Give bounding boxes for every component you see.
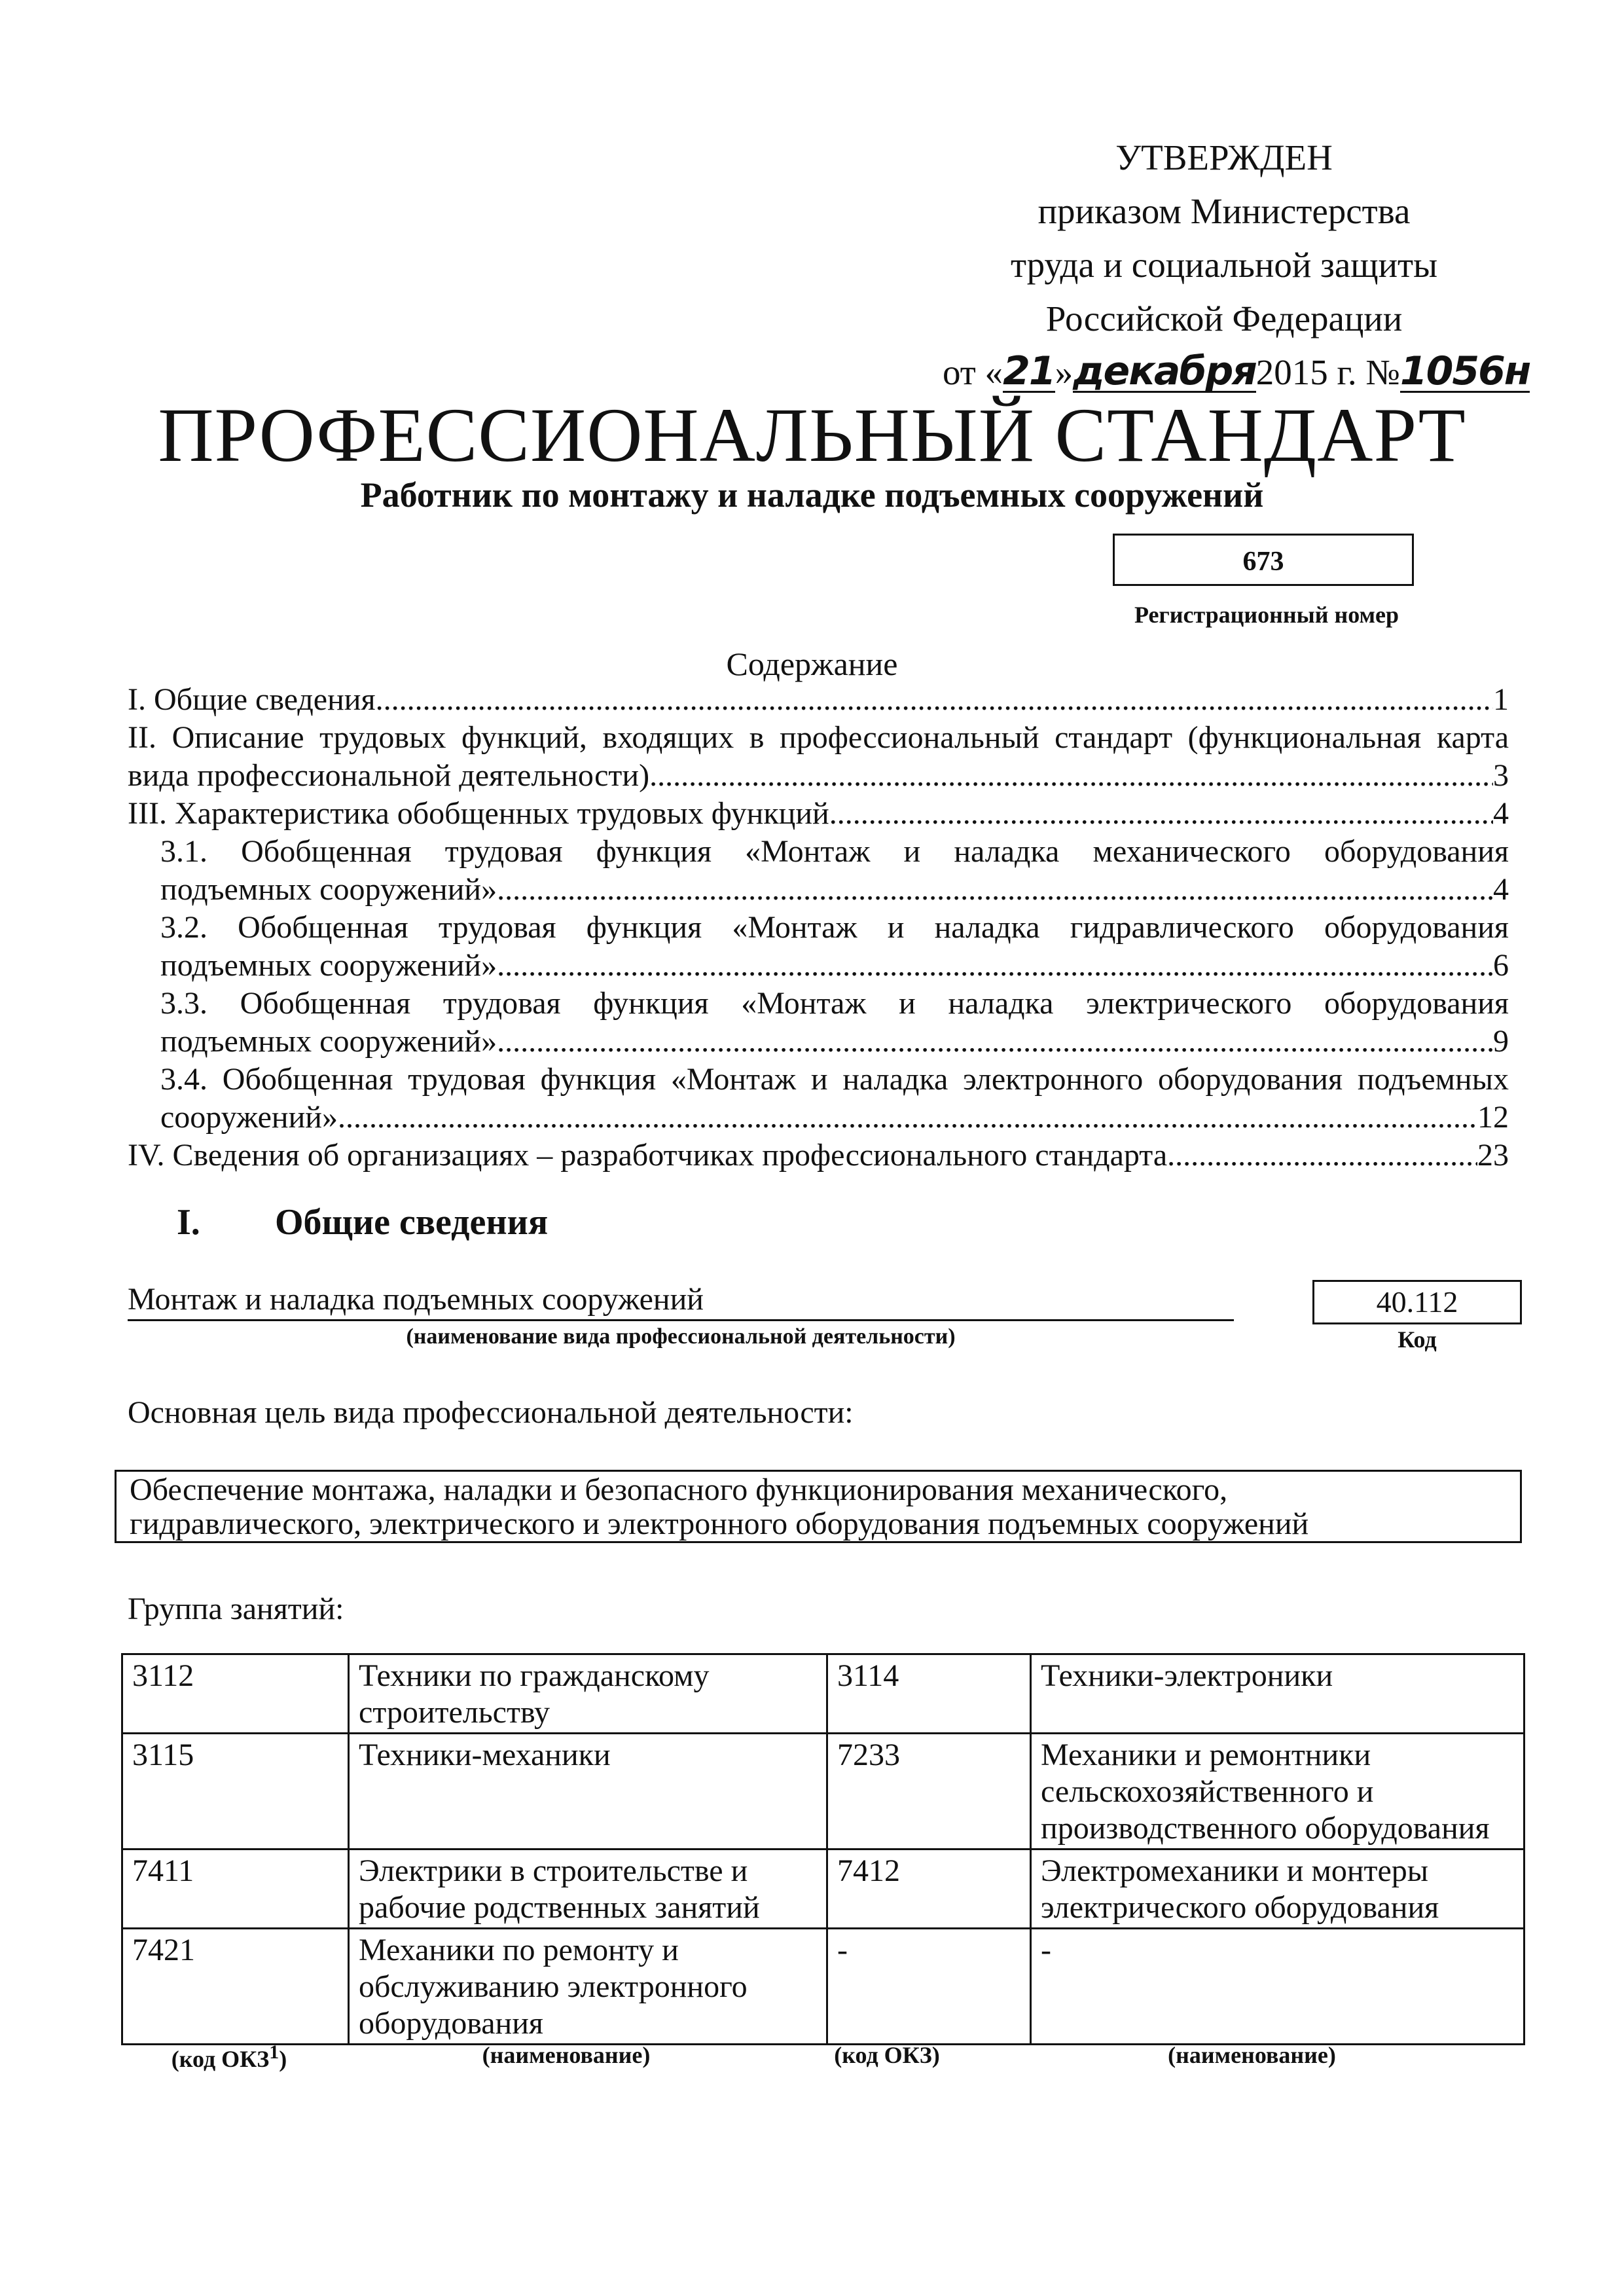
okz-code: - — [827, 1929, 1031, 2045]
okz-code: 7233 — [827, 1734, 1031, 1850]
footnote-mark: 1 — [269, 2041, 280, 2063]
approval-line4: Российской Федерации — [1045, 299, 1403, 338]
activity-kind-caption: (наименование вида профессиональной деятельности) — [406, 1324, 956, 1349]
toc-item[interactable]: 3.2. Обобщенная трудовая функция «Монтаж и наладка гидравлического оборудования подъемных сооружений» ..... 6 — [128, 909, 1509, 985]
toc-item[interactable]: 3.1. Обобщенная трудовая функция «Монтаж и наладка механического оборудования подъемных сооружений» ..... 4 — [128, 833, 1509, 909]
goal-label: Основная цель вида профессиональной деятельности: — [128, 1395, 854, 1430]
table-row — [122, 1734, 1525, 1850]
occupation-group-label: Группа занятий: — [128, 1592, 344, 1626]
occupation-name: Электромеханики и монтеры электрического оборудования — [1031, 1850, 1525, 1929]
table-row — [122, 1850, 1525, 1929]
okz-code: 3115 — [122, 1734, 349, 1850]
occupation-table — [121, 1653, 1525, 2045]
section-number: I. — [177, 1202, 200, 1243]
occupation-name: Техники-электроники — [1031, 1654, 1525, 1734]
date-month: декабря — [1073, 348, 1256, 394]
toc-heading: Содержание — [726, 646, 898, 682]
toc-item[interactable]: 3.4. Обобщенная трудовая функция «Монтаж и наладка электронного оборудования подъемных сооружений» ..... 12 — [128, 1061, 1509, 1137]
okz-code: 7421 — [122, 1929, 349, 2045]
section-title: Общие сведения — [275, 1202, 549, 1243]
registration-number-box: 673 — [1113, 534, 1414, 586]
okz-code: 7412 — [827, 1850, 1031, 1929]
approval-line1: УТВЕРЖДЕН — [1115, 137, 1333, 177]
table-row — [122, 1929, 1525, 2045]
occupation-name: Механики и ремонтники сельскохозяйственного и производственного оборудования — [1031, 1734, 1525, 1850]
activity-code-caption: Код — [1398, 1326, 1437, 1353]
toc-item[interactable]: II. Описание трудовых функций, входящих в профессиональный стандарт (функциональная карта вида профессиональной деятельности) ..... 3 — [128, 719, 1509, 795]
occupation-name: - — [1031, 1929, 1525, 2045]
date-day: 21 — [1003, 348, 1055, 394]
date-prefix: от « — [943, 352, 1003, 392]
toc-item[interactable]: 3.3. Обобщенная трудовая функция «Монтаж и наладка электрического оборудования подъемных сооружений» ..... 9 — [128, 985, 1509, 1061]
document-title: ПРОФЕССИОНАЛЬНЫЙ СТАНДАРТ — [158, 392, 1466, 478]
occupation-name: Техники по гражданскому строительству — [349, 1654, 827, 1734]
okz-code: 7411 — [122, 1850, 349, 1929]
date-quote-close: » — [1055, 352, 1074, 392]
approval-date-line — [943, 346, 1530, 399]
goal-line: гидравлического, электрического и электронного оборудования подъемных сооружений — [130, 1506, 1309, 1541]
caption-okz-code-2: (код ОКЗ) — [834, 2042, 940, 2068]
caption-okz-code: (код ОКЗ$^1$) — [171, 2041, 287, 2072]
section-heading — [177, 1201, 548, 1243]
approval-line2: приказом Министерства — [1038, 191, 1411, 231]
toc-item[interactable]: I. Общие сведения ..... 1 — [128, 681, 1509, 719]
okz-code: 3114 — [827, 1654, 1031, 1734]
table-row — [122, 1654, 1525, 1734]
caption-name: (наименование) — [482, 2042, 651, 2068]
caption-name-2: (наименование) — [1168, 2042, 1336, 2068]
goal-line: Обеспечение монтажа, наладки и безопасного функционирования механического, — [130, 1472, 1228, 1507]
order-number: 1056н — [1399, 348, 1530, 394]
toc-item[interactable]: IV. Сведения об организациях – разработчиках профессионального стандарта ..... 23 — [128, 1137, 1509, 1175]
okz-code: 3112 — [122, 1654, 349, 1734]
approval-line3: труда и социальной защиты — [1010, 245, 1438, 285]
approval-block — [943, 131, 1530, 399]
activity-kind: Монтаж и наладка подъемных сооружений — [128, 1280, 1234, 1321]
occupation-name: Механики по ремонту и обслуживанию электронного оборудования — [349, 1929, 827, 2045]
document-subtitle: Работник по монтажу и наладке подъемных сооружений — [360, 475, 1264, 515]
table-of-contents — [128, 681, 1509, 1175]
goal-box — [115, 1470, 1522, 1543]
occupation-name: Электрики в строительстве и рабочие родственных занятий — [349, 1850, 827, 1929]
toc-item[interactable]: III. Характеристика обобщенных трудовых функций ..... 4 — [128, 795, 1509, 833]
occupation-name: Техники-механики — [349, 1734, 827, 1850]
date-year: 2015 г. № — [1255, 352, 1400, 392]
activity-code-box: 40.112 — [1312, 1280, 1522, 1324]
registration-caption: Регистрационный номер — [1134, 602, 1399, 628]
